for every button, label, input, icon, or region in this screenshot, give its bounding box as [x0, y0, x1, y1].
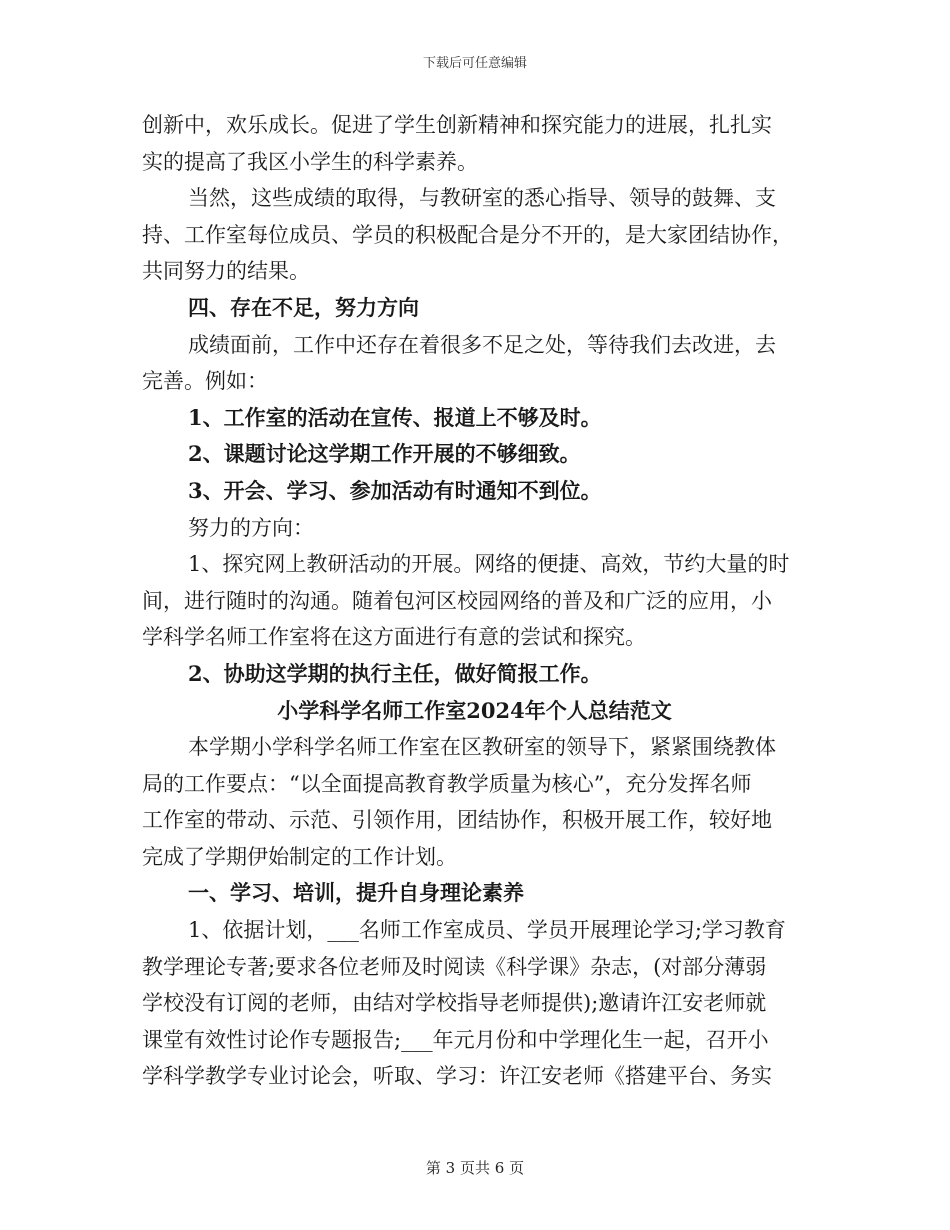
text-line: 1、探究网上教研活动的开展。网络的便捷、高效，节约大量的时: [188, 552, 790, 577]
text-line: 创新中，欢乐成长。促进了学生创新精神和探究能力的进展，扎扎实: [142, 113, 772, 137]
text-line: 持、工作室每位成员、学员的积极配合是分不开的，是大家团结协作，: [142, 222, 793, 247]
text-line: 间，进行随时的沟通。随着包河区校园网络的普及和广泛的应用，小: [142, 588, 772, 613]
text-line: 教学理论专著;要求各位老师及时阅读《科学课》杂志，(对部分薄弱: [142, 954, 767, 979]
text-line: 工作室的带动、示范、引领作用，团结协作，积极开展工作，较好地: [142, 808, 772, 833]
text-line: 努力的方向：: [188, 515, 314, 540]
text-line: 完善。例如：: [142, 369, 268, 394]
text-line: 成绩面前，工作中还存在着很多不足之处，等待我们去改进，去: [188, 332, 776, 357]
text-line: 完成了学期伊始制定的工作计划。: [142, 844, 457, 869]
section-title: 小学科学名师工作室2024年个人总结范文: [277, 697, 672, 723]
text-line: 学科学名师工作室将在这方面进行有意的尝试和探究。: [142, 625, 646, 650]
body-text: [142, 107, 807, 1095]
text-line: 当然，这些成绩的取得，与教研室的悉心指导、领导的鼓舞、支: [188, 186, 776, 211]
text-line: 学校没有订阅的老师，由结对学校指导老师提供);邀请许江安老师就: [142, 991, 767, 1016]
heading-line: 1、工作室的活动在宣传、报道上不够及时。: [188, 404, 602, 430]
heading-line: 四、存在不足，努力方向: [188, 294, 419, 320]
header-note: 下载后可任意编辑: [422, 56, 527, 71]
heading-line: 一、学习、培训，提升自身理论素养: [188, 880, 524, 906]
text-line: 课堂有效性讨论作专题报告;___年元月份和中学理化生一起，召开小: [142, 1027, 769, 1052]
text-line: 实的提高了我区小学生的科学素养。: [142, 149, 478, 174]
heading-line: 2、课题讨论这学期工作开展的不够细致。: [188, 441, 581, 467]
text-line: 本学期小学科学名师工作室在区教研室的领导下，紧紧围绕教体: [188, 735, 776, 760]
heading-line: 2、协助这学期的执行主任，做好简报工作。: [188, 660, 602, 686]
text-line: 学科学教学专业讨论会，听取、学习：许江安老师《搭建平台、务实: [142, 1064, 772, 1089]
page-number: 第 3 页共 6 页: [425, 1159, 525, 1177]
text-line: 1、依据计划，___名师工作室成员、学员开展理论学习;学习教育: [188, 918, 786, 943]
text-line: 局的工作要点：“以全面提高教育教学质量为核心”，充分发挥名师: [142, 771, 752, 796]
heading-line: 3、开会、学习、参加活动有时通知不到位。: [188, 477, 602, 503]
text-line: 共同努力的结果。: [142, 259, 310, 284]
